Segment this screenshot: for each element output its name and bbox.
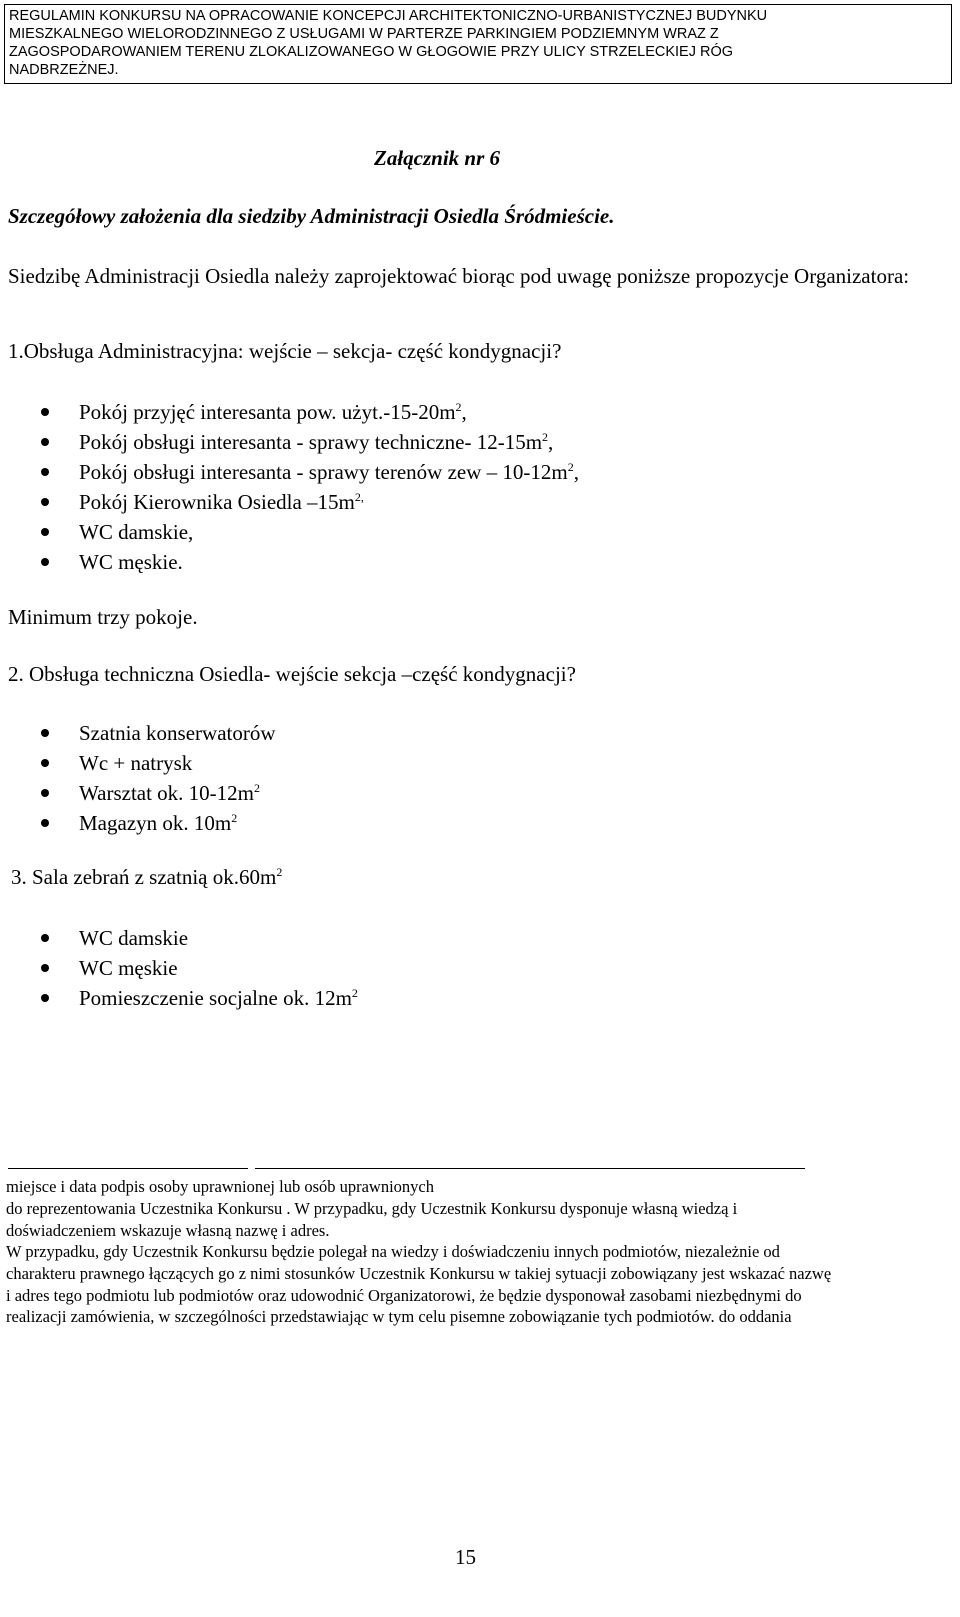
- list-item: Wc + natrysk: [0, 748, 276, 778]
- list-item: WC damskie,: [0, 517, 579, 547]
- section1-note: Minimum trzy pokoje.: [8, 605, 198, 629]
- header-line: ZAGOSPODAROWANIEM TERENU ZLOKALIZOWANEGO W GŁOGOWIE PRZY ULICY STRZELECKIEJ RÓG: [9, 44, 734, 60]
- list-item: WC damskie: [0, 923, 358, 953]
- list-item: Pomieszczenie socjalne ok. $12m^2$: [0, 983, 358, 1013]
- intro-paragraph: Siedzibę Administracji Osiedla należy zaprojektować biorąc pod uwagę poniższe propozycje Organizatora:: [8, 264, 910, 288]
- footer-line: do reprezentowania Uczestnika Konkursu . W przypadku, gdy Uczestnik Konkursu dysponuje własną wiedzą i: [6, 1199, 738, 1218]
- bullet-icon: [41, 558, 49, 566]
- bullet-icon: [41, 729, 49, 737]
- list-item: Szatnia konserwatorów: [0, 718, 276, 748]
- bullet-icon: [41, 964, 49, 972]
- section2-list: [0, 718, 276, 838]
- bullet-icon: [41, 819, 49, 827]
- footer-line: doświadczeniem wskazuje własną nazwę i adres.: [6, 1221, 330, 1240]
- list-item: WC męskie.: [0, 547, 579, 577]
- footer-line: W przypadku, gdy Uczestnik Konkursu będzie polegał na wiedzy i doświadczeniu innych podmiotów, niezależnie od: [6, 1242, 780, 1261]
- list-item: WC męskie: [0, 953, 358, 983]
- document-subtitle: Szczegółowy założenia dla siedziby Administracji Osiedla Śródmieście.: [8, 204, 615, 228]
- regulation-header: [4, 4, 952, 84]
- bullet-icon: [41, 468, 49, 476]
- section1-heading: 1.Obsługa Administracyjna: wejście – sekcja- część kondygnacji?: [8, 339, 562, 363]
- bullet-icon: [41, 994, 49, 1002]
- list-item: Pokój przyjęć interesanta pow. $użyt.-15-20m^2$,: [0, 397, 579, 427]
- section3-heading: 3. Sala zebrań z szatnią $ok.60m^2$: [11, 865, 283, 889]
- list-item: Pokój obsługi interesanta - sprawy techniczne- $12-15m^2$,: [0, 427, 579, 457]
- footer-line: charakteru prawnego łączących go z nimi stosunków Uczestnik Konkursu w takiej sytuacji zobowiązany jest wskazać nazwę: [6, 1264, 832, 1283]
- section2-heading: 2. Obsługa techniczna Osiedla- wejście sekcja –część kondygnacji?: [8, 662, 576, 686]
- bullet-icon: [41, 759, 49, 767]
- bullet-icon: [41, 408, 49, 416]
- header-line: NADBRZEŻNEJ.: [9, 62, 119, 78]
- list-item: Pokój Kierownika Osiedla $-15m^{2,}$: [0, 487, 579, 517]
- list-item: Pokój obsługi interesanta - sprawy terenów zew – $10-12m^2$,: [0, 457, 579, 487]
- signature-line-authorized-person: [255, 1168, 805, 1169]
- footer-line: i adres tego podmiotu lub podmiotów oraz udowodnić Organizatorowi, że będzie dysponował zasobami niezbędnymi do: [6, 1286, 802, 1305]
- list-item: Warsztat ok. $10-12m^2$: [0, 778, 276, 808]
- list-item: Magazyn ok. $10m^2$: [0, 808, 276, 838]
- footer-line: realizacji zamówienia, w szczególności przedstawiając w tym celu pisemne zobowiązanie tych podmiotów. do oddania: [6, 1307, 792, 1326]
- bullet-icon: [41, 438, 49, 446]
- footer-line: miejsce i data podpis osoby uprawnionej lub osób uprawnionych: [6, 1177, 435, 1196]
- bullet-icon: [41, 528, 49, 536]
- attachment-title: Załącznik nr 6: [374, 146, 501, 170]
- section1-list: [0, 397, 579, 577]
- page-number: 15: [455, 1545, 476, 1569]
- bullet-icon: [41, 934, 49, 942]
- bullet-icon: [41, 498, 49, 506]
- section3-list: [0, 923, 358, 1013]
- bullet-icon: [41, 789, 49, 797]
- header-line: REGULAMIN KONKURSU NA OPRACOWANIE KONCEPCJI ARCHITEKTONICZNO-URBANISTYCZNEJ BUDYNKU: [9, 8, 768, 24]
- header-line: MIESZKALNEGO WIELORODZINNEGO Z USŁUGAMI W PARTERZE PARKINGIEM PODZIEMNYM WRAZ Z: [9, 26, 719, 42]
- signature-line-place-date: [8, 1168, 248, 1169]
